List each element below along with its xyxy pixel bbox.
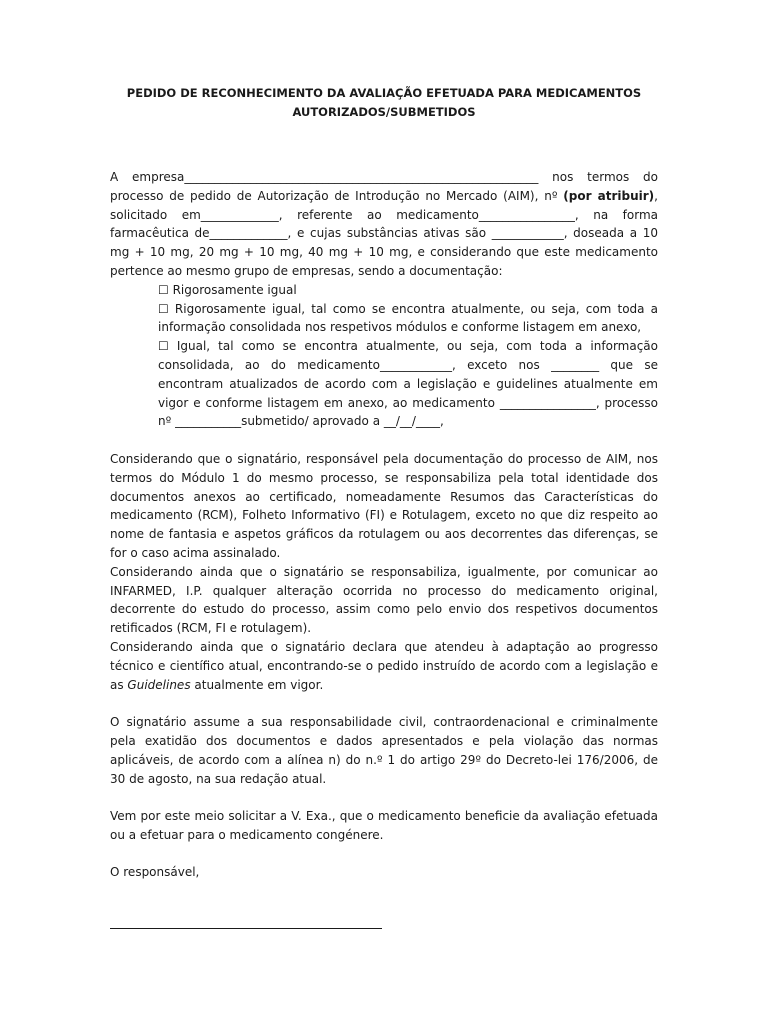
signoff: O responsável, [110, 865, 200, 880]
option-2-label: Rigorosamente igual, tal como se encontra atualmente, ou seja, com toda a informação consolidada nos respetivos módulos e conforme listagem em anexo, [158, 301, 658, 335]
guidelines-term: Guidelines [127, 677, 191, 692]
checkbox-icon[interactable]: ☐ [158, 339, 169, 354]
checkbox-icon[interactable]: ☐ [158, 282, 169, 297]
option-1-label: Rigorosamente igual [168, 282, 297, 297]
intro-text-a: A empresa___________________________________________________________ nos termos do processo de pedido de Autorização de Introdução no Mercado (AIM), nº [110, 170, 658, 203]
documentation-options [110, 281, 658, 431]
signature-line[interactable] [110, 928, 382, 929]
considering-paragraph-1: Considerando que o signatário, responsável pela documentação do processo de AIM, nos termos do Módulo 1 do mesmo processo, se responsabiliza pela total identidade dos documentos anexos ao certificado, nomeadamente Resumos das Características do medicamento (RCM), Folheto Informativo (FI) e Rotulagem, exceto no que diz respeito ao nome de fantasia e aspetos gráficos da rotulagem ou aos decorrentes das diferenças, se for o caso acima assinalado. [110, 451, 658, 560]
checkbox-icon[interactable]: ☐ [158, 301, 169, 316]
title-line-1: PEDIDO DE RECONHECIMENTO DA AVALIAÇÃO EFETUADA PARA MEDICAMENTOS [126, 86, 642, 100]
intro-paragraph [110, 168, 658, 281]
document-title [110, 84, 658, 122]
option-rigorously-equal [158, 281, 658, 300]
option-3-label: Igual, tal como se encontra atualmente, ou seja, com toda a informação consolidada, ao do medicamento____________, exceto nos ________ que se encontram atualizados de acordo com a legislação e guidelines atualmente em vigor e conforme listagem em anexo, ao medicamento ________________, processo nº ___________submetido/ aprovado a __/__/____, [158, 339, 658, 429]
document-page [110, 84, 658, 929]
intro-process-number: (por atribuir) [563, 188, 655, 203]
request-paragraph: Vem por este meio solicitar a V. Exa., que o medicamento beneficie da avaliação efetuada ou a efetuar para o medicamento congénere. [110, 809, 658, 842]
option-equal-except [158, 337, 658, 431]
option-rigorously-equal-current [158, 300, 658, 338]
intro-text-b: , solicitado em_____________, referente ao medicamento________________, na forma farmacêutica de_____________, e cujas substâncias ativas são ____________, doseada a 10 mg + 10 mg, 20 mg + 10 mg, 40 mg + 10 mg, e considerando que este medicamento pertence ao mesmo grupo de empresas, sendo a documentação: [110, 188, 658, 278]
responsibility-paragraph: O signatário assume a sua responsabilidade civil, contraordenacional e criminalmente pela exatidão dos documentos e dados apresentados e pela violação das normas aplicáveis, de acordo com a alínea n) do n.º 1 do artigo 29º do Decreto-lei 176/2006, de 30 de agosto, na sua redação atual. [110, 715, 658, 786]
considering-3-text-b: atualmente em vigor. [190, 677, 324, 692]
considering-paragraph-3 [110, 638, 658, 694]
considering-paragraph-2: Considerando ainda que o signatário se responsabiliza, igualmente, por comunicar ao INFARMED, I.P. qualquer alteração ocorrida no processo do medicamento original, decorrente do estudo do processo, assim como pelo envio dos respetivos documentos retificados (RCM, FI e rotulagem). [110, 564, 658, 636]
considering-3-text-a: Considerando ainda que o signatário declara que atendeu à adaptação ao progresso técnico e científico atual, encontrando-se o pedido instruído de acordo com a legislação e as [110, 639, 658, 692]
title-line-2: AUTORIZADOS/SUBMETIDOS [292, 105, 476, 119]
